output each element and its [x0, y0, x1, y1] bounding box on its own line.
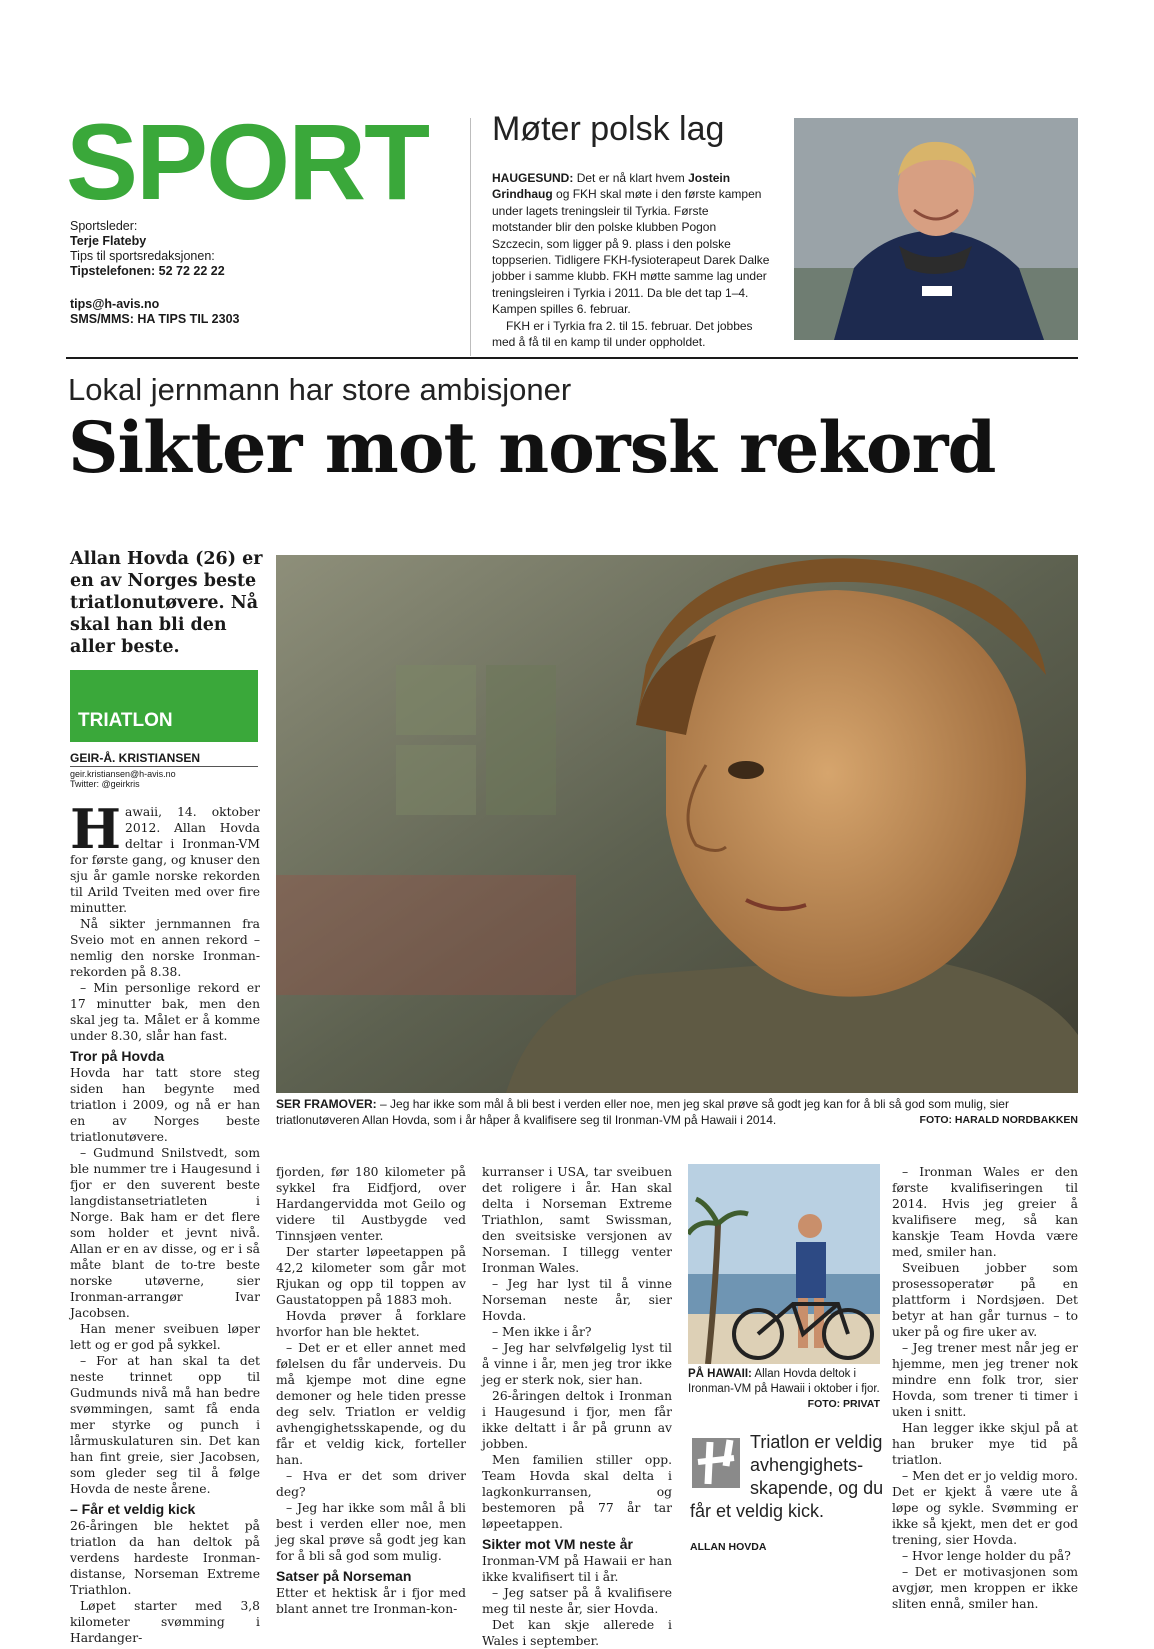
paragraph: Løpet starter med 3,8 kilometer svømming i Hardanger- — [70, 1599, 260, 1645]
section-logo: SPORT — [66, 101, 429, 222]
paragraph: Hovda har tatt store steg siden han begynte med triatlon i 2009, og nå er han en av Norges beste triatlonutøvere. — [70, 1066, 260, 1144]
paragraph: – Ironman Wales er den første kvalifiseringen til 2014. Hvis jeg greier å kvalifisere meg, så kan kanskje Team Hovda være med, smiler han. — [892, 1165, 1078, 1259]
subheading: Satser på Norseman — [276, 1568, 412, 1584]
paragraph: – Det er et eller annet med følelsen du får underveis. Du må kjempe mot dine egne demoner og hele tiden presse deg selv. Triatlon er veldig avhengighetsskapende, og du får et veldig kick, forteller han. — [276, 1341, 466, 1467]
main-photo — [276, 555, 1078, 1093]
paragraph: – Jeg har selvfølgelig lyst til å vinne i år, men jeg tror ikke jeg er sterk nok, sier han. — [482, 1341, 672, 1387]
article-column-1 — [70, 797, 260, 1646]
article-headline: Sikter mot norsk rekord — [68, 406, 996, 489]
caption-text: – Jeg har ikke som mål å bli best i verden eller noe, men jeg skal prøve så godt jeg kan for å bli så god som mulig, sier triatlonutøveren Allan Hovda, som i år håper å kvalifisere seg til Ironman-VM på Hawaii i 2014. — [276, 1097, 1009, 1127]
quote-spacer — [690, 1431, 750, 1493]
byline-email: geir.kristiansen@h-avis.no — [70, 769, 176, 779]
paragraph: – For at han skal ta det neste trinnet opp til Gudmunds nivå må han bedre svømmingen, samt få enda mer styrke og punch i lårmuskulaturen sin. Det kan han fint greie, sier Jacobsen, som gleder seg til å følge Hovda de neste årene. — [70, 1354, 260, 1496]
paragraph: Ironman-VM på Hawaii er han ikke kvalifisert til i år. — [482, 1554, 672, 1584]
paragraph: Nå sikter jernmannen fra Sveio mot en annen rekord – nemlig den norske Ironman-rekorden på 8.38. — [70, 917, 260, 979]
paragraph: Men familien stiller opp. Team Hovda skal delta i lagkonkurransen, og bestemoren på 77 år tar løpeetappen. — [482, 1453, 672, 1531]
paragraph: awaii, 14. oktober 2012. Allan Hovda deltar i Ironman-VM for første gang, og knuser den sju år gamle norske rekorden til Arild Tveiten med over fire minutter. — [70, 805, 260, 915]
portrait-illustration — [276, 555, 1078, 1093]
paragraph: – Hvor lenge holder du på? — [902, 1549, 1071, 1563]
brief-text-a: Det er nå klart hvem — [576, 171, 685, 185]
photo-credit: FOTO: HARALD NORDBAKKEN — [919, 1113, 1078, 1126]
caption-label: SER FRAMOVER: — [276, 1097, 377, 1111]
tips-sms: SMS/MMS: HA TIPS TIL 2303 — [70, 312, 240, 326]
article-column-4 — [892, 1164, 1078, 1612]
article-column-2 — [276, 1164, 466, 1617]
brief-text-b: og FKH skal møte i den første kampen under lagets treningsleir til Tyrkia. Første motstander blir den polske klubben Pogon Szczecin, som ligger på 9. plass i den polske toppserien. Tidligere FKH-fysioterapeut Darek Dalke jobber i samme klubb. FKH møtte samme lag under treningsleiren i Tyrkia i 2011. Da ble det tap 1–4. Kampen spilles 6. februar. — [492, 187, 770, 317]
brief-body — [492, 170, 770, 350]
pull-quote-text: Triatlon er veldig avhengighets-skapende, og du får et veldig kick. — [690, 1432, 884, 1521]
paragraph: Etter et hektisk år i fjor med blant annet tre Ironman-kon- — [276, 1586, 466, 1616]
photo-credit: FOTO: PRIVAT — [807, 1398, 880, 1410]
coach-photo-illustration — [794, 118, 1078, 340]
paragraph: – Min personlige rekord er 17 minutter bak, men den skal jeg ta. Målet er å komme under 8.30, slår han fast. — [70, 981, 260, 1043]
paragraph: – Hva er det som driver deg? — [276, 1469, 466, 1499]
tips-label: Tips til sportsredaksjonen: — [70, 249, 215, 263]
hawaii-illustration — [688, 1164, 880, 1364]
section-divider — [66, 357, 1078, 359]
paragraph: – Jeg har ikke som mål å bli best i verden eller noe, men jeg skal prøve så godt jeg kan for å bli så god som mulig. — [276, 1501, 466, 1563]
paragraph: Det kan skje allerede i Wales i september. — [482, 1618, 672, 1648]
tips-email: tips@h-avis.no — [70, 297, 160, 311]
tips-phone: Tipstelefonen: 52 72 22 22 — [70, 264, 225, 278]
sports-leader-label: Sportsleder: — [70, 219, 138, 233]
hawaii-photo — [688, 1164, 880, 1364]
paragraph: – Gudmund Snilstvedt, som ble nummer tre i Haugesund i fjor er den suverent beste langdistansetriatleten i Norge. Bak ham er det flere som holder et jevnt nivå. Allan er en av disse, og er i så måte blant de to-tre beste norske utøverne, sier Ironman-arrangør Ivar Jacobsen. — [70, 1146, 260, 1320]
drop-cap: H — [70, 797, 122, 861]
pull-quote — [690, 1431, 888, 1523]
paragraph: – Jeg satser på å kvalifisere meg til neste år, sier Hovda. — [482, 1586, 672, 1616]
paragraph: kurranser i USA, tar sveibuen det roligere i år. Han skal delta i Norseman Extreme Triathlon, samt Swissman, den sveitsiske versjonen av Norseman. I tillegg venter Ironman Wales. — [482, 1165, 672, 1275]
byline-twitter: Twitter: @geirkris — [70, 779, 140, 789]
hawaii-photo-caption — [688, 1367, 880, 1412]
brief-paragraph-2: FKH er i Tyrkia fra 2. til 15. februar. Det jobbes med å få til en kamp til under oppholdet. — [492, 318, 753, 350]
paragraph: Han mener sveibuen løper lett og er god på sykkel. — [70, 1322, 260, 1352]
byline: GEIR-Å. KRISTIANSEN — [70, 751, 258, 767]
column-divider — [470, 118, 471, 356]
article-kicker: Lokal jernmann har store ambisjoner — [68, 372, 572, 407]
paragraph: 26-åringen deltok i Ironman i Haugesund i fjor, men får ikke deltatt i år på grunn av jobben. — [482, 1389, 672, 1451]
paragraph: 26-åringen ble hektet på triatlon da han deltok på verdens hardeste Ironman-distanse, Norseman Extreme Triathlon. — [70, 1519, 260, 1597]
pull-quote-attribution: ALLAN HOVDA — [690, 1541, 767, 1553]
paragraph: – Det er motivasjonen som avgjør, men kroppen er ikke sliten ennå, smiler han. — [892, 1565, 1078, 1611]
paragraph: Der starter løpeetappen på 42,2 kilometer som går mot Rjukan og opp til toppen av Gaustatoppen på 1883 moh. — [276, 1245, 466, 1307]
paragraph: Hovda prøver å forklare hvorfor han ble hektet. — [276, 1309, 466, 1339]
topic-tag: TRIATLON — [78, 710, 173, 731]
coach-photo — [794, 118, 1078, 340]
subheading: – Får et veldig kick — [70, 1501, 196, 1517]
paragraph: – Men det er jo veldig moro. Det er kjekt å være ute å løpe og sykle. Svømming er ikke så kjekt, men det er god trening, sier Hovda. — [892, 1469, 1078, 1547]
paragraph: Han legger ikke skjul på at han bruker mye tid på triatlon. — [892, 1421, 1078, 1467]
subheading: Tror på Hovda — [70, 1048, 165, 1064]
brief-dateline: HAUGESUND: — [492, 171, 574, 185]
main-photo-caption — [276, 1097, 1078, 1128]
paragraph: fjorden, før 180 kilometer på sykkel fra Eidfjord, over Hardangervidda mot Geilo og videre til Austbygde ved Tinnsjøen venter. — [276, 1165, 466, 1243]
caption-label: PÅ HAWAII: — [688, 1368, 752, 1380]
article-column-3 — [482, 1164, 672, 1649]
caption-text: Allan Hovda deltok i Ironman-VM på Hawaii i oktober i fjor. — [688, 1368, 880, 1395]
subheading: Sikter mot VM neste år — [482, 1536, 633, 1552]
article-lede: Allan Hovda (26) er en av Norges beste triatlonutøvere. Nå skal han bli den aller beste. — [70, 549, 263, 657]
brief-name: Jostein Grindhaug — [492, 171, 731, 202]
paragraph: – Men ikke i år? — [492, 1325, 592, 1339]
paragraph: – Jeg trener mest når jeg er hjemme, men jeg trener nok mindre enn folk tror, sier Hovda, som trener ti timer i uken i snitt. — [892, 1341, 1078, 1419]
brief-headline: Møter polsk lag — [492, 110, 725, 148]
paragraph: – Jeg har lyst til å vinne Norseman neste år, sier Hovda. — [482, 1277, 672, 1323]
sports-leader-name: Terje Flateby — [70, 234, 147, 248]
paragraph: Sveibuen jobber som prosessoperatør på en plattform i Nordsjøen. Det betyr at han går turnus – to uker på og fire uker av. — [892, 1261, 1078, 1339]
